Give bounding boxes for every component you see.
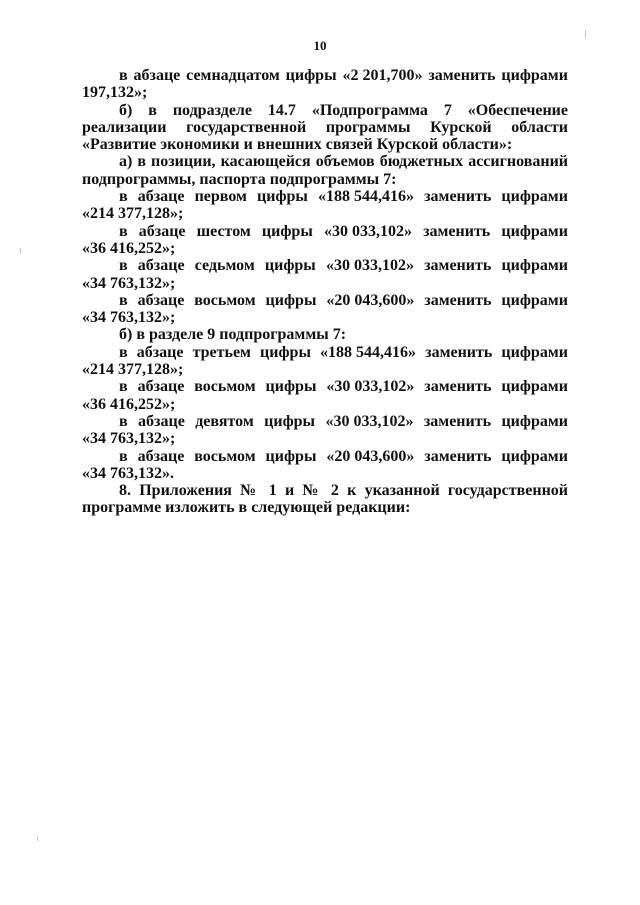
word: седьмом	[194, 257, 255, 275]
word: цифры	[260, 343, 311, 361]
word: заменить	[423, 222, 491, 240]
word: в	[119, 412, 128, 430]
paragraph: а) в позиции, касающейся объемов бюджетных ассигнований подпрограммы, паспорта подпрограммы 7:	[82, 153, 568, 188]
word: цифры	[265, 447, 317, 465]
word: цифры	[261, 222, 313, 240]
word: «188 544,416»	[320, 343, 417, 361]
paragraph-line	[82, 223, 568, 240]
word: цифрами	[501, 291, 568, 309]
word: «20 043,600»	[326, 447, 415, 465]
word: цифры	[264, 257, 316, 275]
paragraph-line-continuation: «36 416,252»;	[82, 395, 176, 413]
word: цифрами	[501, 412, 568, 430]
paragraph-line	[82, 413, 568, 430]
word: заменить	[424, 188, 492, 206]
word: в	[119, 291, 128, 309]
word: восьмом	[194, 447, 256, 465]
word: в	[119, 447, 128, 465]
word: абзаце	[136, 343, 184, 361]
scan-mark-top	[585, 30, 586, 38]
paragraph-line-continuation: «34 763,132»;	[82, 274, 176, 292]
paragraph-line	[82, 257, 568, 274]
paragraph-line-continuation: 197,132»;	[82, 84, 148, 102]
word: в	[119, 222, 128, 240]
word: заменить	[423, 412, 492, 430]
word: «30 033,102»	[323, 222, 412, 240]
word: заменить	[425, 343, 493, 361]
word: восьмом	[194, 378, 256, 396]
scan-mark-left-top	[20, 248, 21, 254]
word: абзаце	[138, 412, 185, 430]
word: цифрами	[501, 447, 568, 465]
word: в	[119, 67, 128, 84]
word: «20 043,600»	[326, 291, 415, 309]
paragraph-line	[82, 292, 568, 309]
paragraph: 8. Приложения № 1 и № 2 к указанной государственной программе изложить в следующей редакции:	[82, 482, 568, 517]
paragraph-line	[82, 378, 568, 395]
word: в	[119, 188, 128, 206]
word: заменить	[424, 257, 492, 275]
word: цифрами	[501, 343, 568, 361]
paragraph: б) в подразделе 14.7 «Подпрограмма 7 «Обеспечение реализации государственной программы Курской области «Развитие экономики и внешних связей Курской области»:	[82, 101, 568, 154]
paragraph-line	[82, 67, 568, 84]
word: цифрами	[501, 67, 568, 84]
word: заменить	[428, 67, 496, 84]
word: абзаце	[138, 222, 186, 240]
word: «30 033,102»	[325, 412, 414, 430]
paragraph-line-continuation: «34 763,132».	[82, 464, 174, 482]
word: «2 201,700»	[342, 67, 423, 84]
word: третьем	[192, 343, 251, 361]
word: «30 033,102»	[326, 378, 415, 396]
scan-mark-left-bottom	[37, 836, 38, 841]
word: в	[119, 378, 128, 396]
paragraph-line-continuation: «214 377,128»;	[82, 361, 184, 379]
paragraph-line	[82, 344, 568, 361]
word: восьмом	[194, 291, 256, 309]
paragraph-line-continuation: «34 763,132»;	[82, 309, 176, 327]
word: цифры	[265, 378, 317, 396]
word: шестом	[196, 222, 251, 240]
word: абзаце	[137, 257, 185, 275]
word: в	[119, 343, 128, 361]
paragraph-line	[82, 188, 568, 205]
word: цифрами	[501, 378, 568, 396]
word: «188 544,416»	[318, 188, 415, 206]
word: цифры	[264, 412, 316, 430]
paragraph-line-continuation: «34 763,132»;	[82, 430, 176, 448]
word: первом	[194, 188, 247, 206]
paragraph-line-continuation: «36 416,252»;	[82, 239, 176, 257]
paragraph-line	[82, 448, 568, 465]
word: заменить	[424, 378, 492, 396]
paragraph-line-continuation: «214 377,128»;	[82, 205, 184, 223]
word: цифрами	[501, 257, 568, 275]
paragraph: б) в разделе 9 подпрограммы 7:	[119, 326, 347, 344]
word: абзаце	[137, 291, 185, 309]
word: «30 033,102»	[325, 257, 414, 275]
word: абзаце	[133, 67, 181, 84]
word: девятом	[195, 412, 254, 430]
word: заменить	[424, 447, 492, 465]
word: цифрами	[501, 222, 568, 240]
word: абзаце	[137, 378, 185, 396]
document-body	[82, 67, 568, 517]
page-number: 10	[313, 38, 327, 53]
word: цифры	[285, 67, 337, 84]
word: цифры	[265, 291, 317, 309]
word: в	[119, 257, 128, 275]
word: абзаце	[137, 447, 185, 465]
word: цифры	[257, 188, 308, 206]
word: заменить	[424, 291, 492, 309]
word: цифрами	[501, 188, 568, 206]
word: семнадцатом	[186, 67, 280, 84]
word: абзаце	[137, 188, 185, 206]
